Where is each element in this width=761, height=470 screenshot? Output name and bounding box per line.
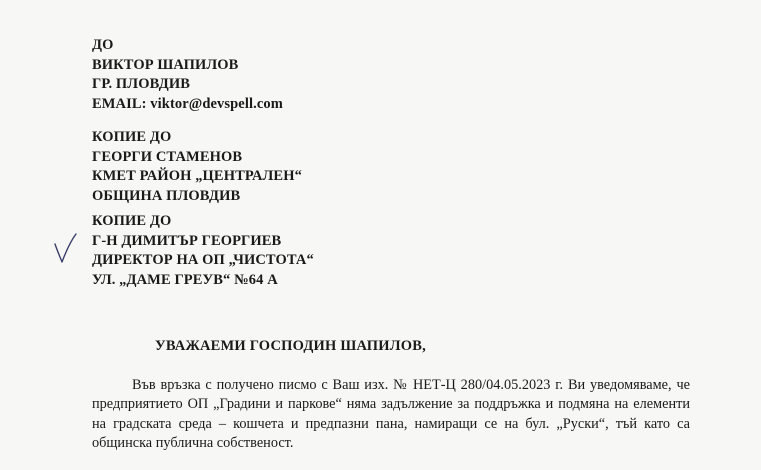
salutation: УВАЖАЕМИ ГОСПОДИН ШАПИЛОВ, xyxy=(155,338,426,354)
copy-to-block-1 xyxy=(92,128,302,206)
recipient-city: ГР. ПЛОВДИВ xyxy=(92,76,191,92)
recipient-name: ВИКТОР ШАПИЛОВ xyxy=(92,56,239,73)
copy-to-address: УЛ. „ДАМЕ ГРЕУВ“ №64 А xyxy=(92,271,278,288)
checkmark-icon xyxy=(52,232,78,264)
copy-to-block-2 xyxy=(92,212,314,290)
copy-to-position: ДИРЕКТОР НА ОП „ЧИСТОТА“ xyxy=(92,252,314,268)
copy-to-name: Г-Н ДИМИТЪР ГЕОРГИЕВ xyxy=(92,232,282,249)
recipient-email: EMAIL: viktor@devspell.com xyxy=(92,95,283,112)
recipient-line-to: ДО xyxy=(92,37,114,53)
body-paragraph: Във връзка с получено писмо с Ваш изх. № НЕТ-Ц 280/04.05.2023 г. Ви уведомяваме, че предприятието ОП „Градини и паркове“ няма задължение за поддръжка и подмяна на елементи на градската среда – кошчета и предпазни пана, намиращи се на бул. „Руски“, тъй като са общинска публична собственост. xyxy=(92,377,690,451)
copy-to-heading: КОПИЕ ДО xyxy=(92,213,172,229)
copy-to-heading: КОПИЕ ДО xyxy=(92,129,172,145)
copy-to-organization: ОБЩИНА ПЛОВДИВ xyxy=(92,187,241,204)
copy-to-name: ГЕОРГИ СТАМЕНОВ xyxy=(92,148,243,165)
copy-to-position: КМЕТ РАЙОН „ЦЕНТРАЛЕН“ xyxy=(92,168,302,184)
recipient-address-block xyxy=(92,36,283,114)
